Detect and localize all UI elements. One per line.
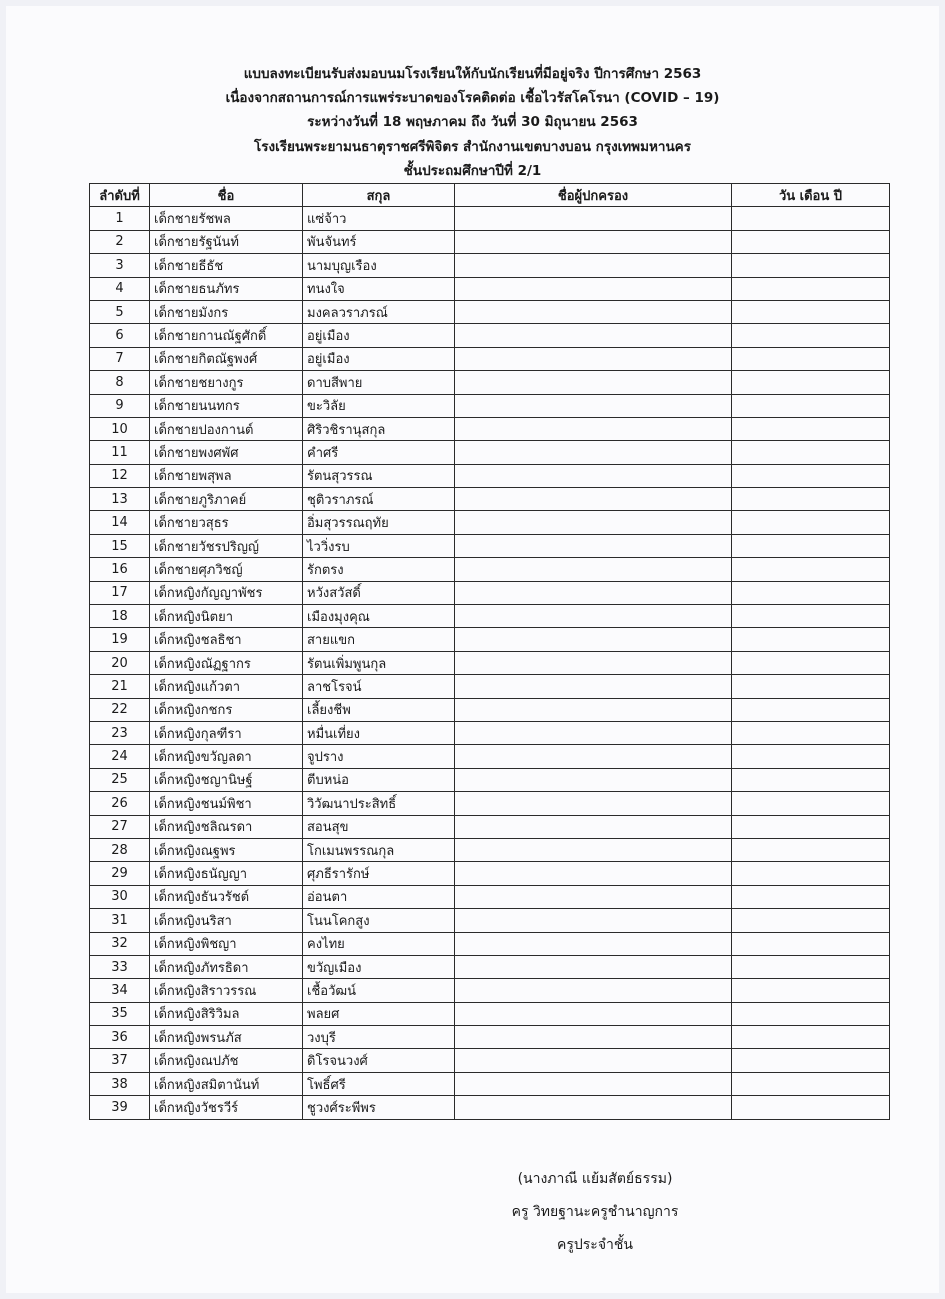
row-number-cell: 28 [90, 838, 150, 861]
guardian-name-cell [455, 698, 732, 721]
guardian-name-cell [455, 1096, 732, 1119]
date-cell [732, 254, 890, 277]
date-cell [732, 932, 890, 955]
guardian-name-cell [455, 768, 732, 791]
date-cell [732, 838, 890, 861]
student-first-name-cell: เด็กหญิงกุลฑีรา [150, 721, 303, 744]
guardian-name-cell [455, 721, 732, 744]
row-number-cell: 23 [90, 721, 150, 744]
row-number-cell: 15 [90, 534, 150, 557]
student-last-name-cell: แซ่จ้าว [303, 207, 455, 230]
student-last-name-cell: หมื่นเที่ยง [303, 721, 455, 744]
date-cell [732, 792, 890, 815]
student-last-name-cell: พันจันทร์ [303, 230, 455, 253]
student-last-name-cell: ไววิ่งรบ [303, 534, 455, 557]
guardian-name-cell [455, 277, 732, 300]
student-last-name-cell: ชุติวราภรณ์ [303, 488, 455, 511]
date-cell [732, 979, 890, 1002]
table-row [90, 862, 890, 885]
guardian-name-cell [455, 885, 732, 908]
row-number-cell: 20 [90, 651, 150, 674]
row-number-cell: 39 [90, 1096, 150, 1119]
date-cell [732, 207, 890, 230]
student-first-name-cell: เด็กหญิงกัญญาพัชร [150, 581, 303, 604]
date-cell [732, 698, 890, 721]
student-first-name-cell: เด็กชายวสุธร [150, 511, 303, 534]
table-row [90, 300, 890, 323]
student-last-name-cell: ศิริวชิรานุสกุล [303, 417, 455, 440]
student-last-name-cell: โกเมนพรรณกุล [303, 838, 455, 861]
row-number-cell: 29 [90, 862, 150, 885]
student-first-name-cell: เด็กชายภูริภาคย์ [150, 488, 303, 511]
student-first-name-cell: เด็กหญิงชลิณรดา [150, 815, 303, 838]
guardian-name-cell [455, 347, 732, 370]
header-title: แบบลงทะเบียนรับส่งมอบนมโรงเรียนให้กับนักเรียนที่มีอยู่จริง ปีการศึกษา 2563 [243, 66, 702, 82]
row-number-cell: 16 [90, 558, 150, 581]
date-cell [732, 651, 890, 674]
table-row [90, 1096, 890, 1119]
student-first-name-cell: เด็กชายรัชพล [150, 207, 303, 230]
guardian-name-cell [455, 675, 732, 698]
date-cell [732, 581, 890, 604]
guardian-name-cell [455, 1002, 732, 1025]
date-cell [732, 441, 890, 464]
student-first-name-cell: เด็กชายปองกานต์ [150, 417, 303, 440]
student-last-name-cell: คำศรี [303, 441, 455, 464]
student-first-name-cell: เด็กชายธนภัทร [150, 277, 303, 300]
student-first-name-cell: เด็กชายนนทกร [150, 394, 303, 417]
row-number-cell: 7 [90, 347, 150, 370]
guardian-name-cell [455, 581, 732, 604]
guardian-name-cell [455, 300, 732, 323]
date-cell [732, 675, 890, 698]
guardian-name-cell [455, 488, 732, 511]
column-header-guardian: ชื่อผู้ปกครอง [455, 184, 732, 207]
student-last-name-cell: ดิโรจนวงศ์ [303, 1049, 455, 1072]
date-cell [732, 605, 890, 628]
guardian-name-cell [455, 511, 732, 534]
student-first-name-cell: เด็กหญิงภัทรธิดา [150, 955, 303, 978]
student-last-name-cell: เมืองมุงคุณ [303, 605, 455, 628]
date-cell [732, 558, 890, 581]
date-cell [732, 768, 890, 791]
guardian-name-cell [455, 1072, 732, 1095]
table-row [90, 909, 890, 932]
row-number-cell: 38 [90, 1072, 150, 1095]
date-cell [732, 230, 890, 253]
row-number-cell: 25 [90, 768, 150, 791]
student-last-name-cell: ดาบสีพาย [303, 371, 455, 394]
student-last-name-cell: ลาชโรจน์ [303, 675, 455, 698]
guardian-name-cell [455, 838, 732, 861]
date-cell [732, 324, 890, 347]
table-row [90, 838, 890, 861]
student-first-name-cell: เด็กหญิงกชกร [150, 698, 303, 721]
date-cell [732, 464, 890, 487]
row-number-cell: 6 [90, 324, 150, 347]
student-last-name-cell: ศุภธีรารักษ์ [303, 862, 455, 885]
student-first-name-cell: เด็กชายชยางกูร [150, 371, 303, 394]
row-number-cell: 35 [90, 1002, 150, 1025]
student-first-name-cell: เด็กชายรัฐนันท์ [150, 230, 303, 253]
date-cell [732, 300, 890, 323]
table-row [90, 721, 890, 744]
table-row [90, 979, 890, 1002]
guardian-name-cell [455, 1049, 732, 1072]
student-first-name-cell: เด็กหญิงณฐพร [150, 838, 303, 861]
date-cell [732, 394, 890, 417]
table-row [90, 324, 890, 347]
guardian-name-cell [455, 909, 732, 932]
row-number-cell: 32 [90, 932, 150, 955]
table-row [90, 488, 890, 511]
table-body [90, 207, 890, 1119]
date-cell [732, 1072, 890, 1095]
date-cell [732, 885, 890, 908]
guardian-name-cell [455, 207, 732, 230]
column-header-first-name: ชื่อ [150, 184, 303, 207]
date-cell [732, 862, 890, 885]
guardian-name-cell [455, 955, 732, 978]
table-row [90, 698, 890, 721]
student-last-name-cell: พลยศ [303, 1002, 455, 1025]
student-roster-table [89, 183, 890, 1120]
student-first-name-cell: เด็กชายพงศพัศ [150, 441, 303, 464]
student-last-name-cell: ขวัญเมือง [303, 955, 455, 978]
table-row [90, 464, 890, 487]
student-first-name-cell: เด็กหญิงธนัญญา [150, 862, 303, 885]
student-last-name-cell: ชูวงศ์ระพีพร [303, 1096, 455, 1119]
guardian-name-cell [455, 979, 732, 1002]
date-cell [732, 511, 890, 534]
table-row [90, 885, 890, 908]
row-number-cell: 3 [90, 254, 150, 277]
student-first-name-cell: เด็กหญิงสิราวรรณ [150, 979, 303, 1002]
table-row [90, 1002, 890, 1025]
guardian-name-cell [455, 1026, 732, 1049]
table-row [90, 230, 890, 253]
student-first-name-cell: เด็กชายมังกร [150, 300, 303, 323]
row-number-cell: 9 [90, 394, 150, 417]
student-last-name-cell: ขะวิลัย [303, 394, 455, 417]
table-row [90, 1026, 890, 1049]
student-first-name-cell: เด็กหญิงชลธิชา [150, 628, 303, 651]
student-first-name-cell: เด็กหญิงนิตยา [150, 605, 303, 628]
date-cell [732, 815, 890, 838]
guardian-name-cell [455, 254, 732, 277]
column-header-number: ลำดับที่ [90, 184, 150, 207]
table-row [90, 675, 890, 698]
table-row [90, 347, 890, 370]
date-cell [732, 1026, 890, 1049]
student-last-name-cell: อิ่มสุวรรณฤทัย [303, 511, 455, 534]
student-last-name-cell: โนนโคกสูง [303, 909, 455, 932]
table-row [90, 511, 890, 534]
date-cell [732, 909, 890, 932]
table-row [90, 581, 890, 604]
date-cell [732, 1002, 890, 1025]
guardian-name-cell [455, 862, 732, 885]
student-first-name-cell: เด็กหญิงพิชญา [150, 932, 303, 955]
header-date-range: ระหว่างวันที่ 18 พฤษภาคม ถึง วันที่ 30 มิถุนายน 2563 [307, 114, 638, 131]
header-subtitle: เนื่องจากสถานการณ์การแพร่ระบาดของโรคติดต่อ เชื้อไวรัสโคโรนา (COVID – 19) [225, 90, 720, 107]
student-first-name-cell: เด็กชายกิตณัฐพงศ์ [150, 347, 303, 370]
row-number-cell: 31 [90, 909, 150, 932]
student-last-name-cell: เลี้ยงชีพ [303, 698, 455, 721]
student-first-name-cell: เด็กหญิงสิริวิมล [150, 1002, 303, 1025]
student-first-name-cell: เด็กชายกานณัฐศักดิ์ [150, 324, 303, 347]
row-number-cell: 21 [90, 675, 150, 698]
student-first-name-cell: เด็กชายศุภวิชญ์ [150, 558, 303, 581]
column-header-last-name: สกุล [303, 184, 455, 207]
table-row [90, 277, 890, 300]
date-cell [732, 417, 890, 440]
table-row [90, 371, 890, 394]
row-number-cell: 4 [90, 277, 150, 300]
table-row [90, 417, 890, 440]
row-number-cell: 33 [90, 955, 150, 978]
signer-role: ครูประจำชั้น [557, 1237, 633, 1253]
date-cell [732, 628, 890, 651]
student-last-name-cell: เชื้อวัฒน์ [303, 979, 455, 1002]
row-number-cell: 22 [90, 698, 150, 721]
table-row [90, 1049, 890, 1072]
row-number-cell: 13 [90, 488, 150, 511]
table-row [90, 394, 890, 417]
row-number-cell: 10 [90, 417, 150, 440]
row-number-cell: 5 [90, 300, 150, 323]
student-last-name-cell: อยู่เมือง [303, 324, 455, 347]
table-row [90, 1072, 890, 1095]
guardian-name-cell [455, 324, 732, 347]
guardian-name-cell [455, 815, 732, 838]
guardian-name-cell [455, 628, 732, 651]
guardian-name-cell [455, 441, 732, 464]
student-last-name-cell: ทนงใจ [303, 277, 455, 300]
signer-position: ครู วิทยฐานะครูชำนาญการ [511, 1204, 679, 1220]
student-first-name-cell: เด็กหญิงณปภัช [150, 1049, 303, 1072]
student-first-name-cell: เด็กชายพสุพล [150, 464, 303, 487]
table-row [90, 441, 890, 464]
table-row [90, 628, 890, 651]
column-header-date: วัน เดือน ปี [732, 184, 890, 207]
guardian-name-cell [455, 605, 732, 628]
student-last-name-cell: มงคลวราภรณ์ [303, 300, 455, 323]
student-last-name-cell: สอนสุข [303, 815, 455, 838]
student-last-name-cell: วิวัฒนาประสิทธิ์ [303, 792, 455, 815]
student-last-name-cell: รัตนเพิ่มพูนกุล [303, 651, 455, 674]
table-row [90, 558, 890, 581]
student-last-name-cell: อยู่เมือง [303, 347, 455, 370]
row-number-cell: 19 [90, 628, 150, 651]
guardian-name-cell [455, 932, 732, 955]
student-first-name-cell: เด็กหญิงชญานิษฐ์ [150, 768, 303, 791]
table-row [90, 254, 890, 277]
row-number-cell: 1 [90, 207, 150, 230]
row-number-cell: 17 [90, 581, 150, 604]
guardian-name-cell [455, 651, 732, 674]
row-number-cell: 18 [90, 605, 150, 628]
student-first-name-cell: เด็กชายวัชรปริญญ์ [150, 534, 303, 557]
student-last-name-cell: อ่อนตา [303, 885, 455, 908]
date-cell [732, 277, 890, 300]
student-first-name-cell: เด็กหญิงชนม์พิชา [150, 792, 303, 815]
student-first-name-cell: เด็กหญิงสมิตานันท์ [150, 1072, 303, 1095]
guardian-name-cell [455, 230, 732, 253]
guardian-name-cell [455, 417, 732, 440]
student-first-name-cell: เด็กชายธีธัช [150, 254, 303, 277]
row-number-cell: 14 [90, 511, 150, 534]
student-last-name-cell: นามบุญเรือง [303, 254, 455, 277]
table-row [90, 768, 890, 791]
row-number-cell: 24 [90, 745, 150, 768]
table-row [90, 815, 890, 838]
student-first-name-cell: เด็กหญิงพรนภัส [150, 1026, 303, 1049]
date-cell [732, 534, 890, 557]
guardian-name-cell [455, 534, 732, 557]
table-row [90, 651, 890, 674]
signer-name: (นางภาณี แย้มสัตย์ธรรม) [517, 1171, 673, 1187]
guardian-name-cell [455, 558, 732, 581]
student-last-name-cell: รักตรง [303, 558, 455, 581]
student-last-name-cell: หวังสวัสดิ์ [303, 581, 455, 604]
signature-block [470, 1163, 720, 1262]
header-class: ชั้นประถมศึกษาปีที่ 2/1 [403, 162, 542, 179]
header-school: โรงเรียนพระยามนธาตุราชศรีพิจิตร สำนักงานเขตบางบอน กรุงเทพมหานคร [254, 138, 691, 155]
student-last-name-cell: สายแขก [303, 628, 455, 651]
date-cell [732, 1049, 890, 1072]
date-cell [732, 721, 890, 744]
date-cell [732, 347, 890, 370]
document-header [0, 62, 945, 183]
student-last-name-cell: โพธิ์ศรี [303, 1072, 455, 1095]
guardian-name-cell [455, 371, 732, 394]
table-row [90, 745, 890, 768]
student-first-name-cell: เด็กหญิงขวัญลดา [150, 745, 303, 768]
table-row [90, 207, 890, 230]
row-number-cell: 34 [90, 979, 150, 1002]
date-cell [732, 488, 890, 511]
row-number-cell: 37 [90, 1049, 150, 1072]
table-row [90, 605, 890, 628]
student-first-name-cell: เด็กหญิงแก้วตา [150, 675, 303, 698]
guardian-name-cell [455, 792, 732, 815]
student-last-name-cell: รัตนสุวรรณ [303, 464, 455, 487]
student-first-name-cell: เด็กหญิงวัชรวีร์ [150, 1096, 303, 1119]
row-number-cell: 26 [90, 792, 150, 815]
student-last-name-cell: ตีบหน่อ [303, 768, 455, 791]
row-number-cell: 36 [90, 1026, 150, 1049]
student-last-name-cell: จูปราง [303, 745, 455, 768]
table-row [90, 792, 890, 815]
date-cell [732, 745, 890, 768]
student-first-name-cell: เด็กหญิงธันวรัชต์ [150, 885, 303, 908]
row-number-cell: 12 [90, 464, 150, 487]
student-first-name-cell: เด็กหญิงณัฏฐากร [150, 651, 303, 674]
table-header-row [90, 184, 890, 207]
table-row [90, 534, 890, 557]
guardian-name-cell [455, 394, 732, 417]
date-cell [732, 955, 890, 978]
guardian-name-cell [455, 745, 732, 768]
row-number-cell: 2 [90, 230, 150, 253]
date-cell [732, 371, 890, 394]
student-last-name-cell: วงบุรี [303, 1026, 455, 1049]
row-number-cell: 30 [90, 885, 150, 908]
student-last-name-cell: คงไทย [303, 932, 455, 955]
row-number-cell: 11 [90, 441, 150, 464]
date-cell [732, 1096, 890, 1119]
row-number-cell: 27 [90, 815, 150, 838]
table-row [90, 932, 890, 955]
table-row [90, 955, 890, 978]
row-number-cell: 8 [90, 371, 150, 394]
student-first-name-cell: เด็กหญิงนริสา [150, 909, 303, 932]
guardian-name-cell [455, 464, 732, 487]
